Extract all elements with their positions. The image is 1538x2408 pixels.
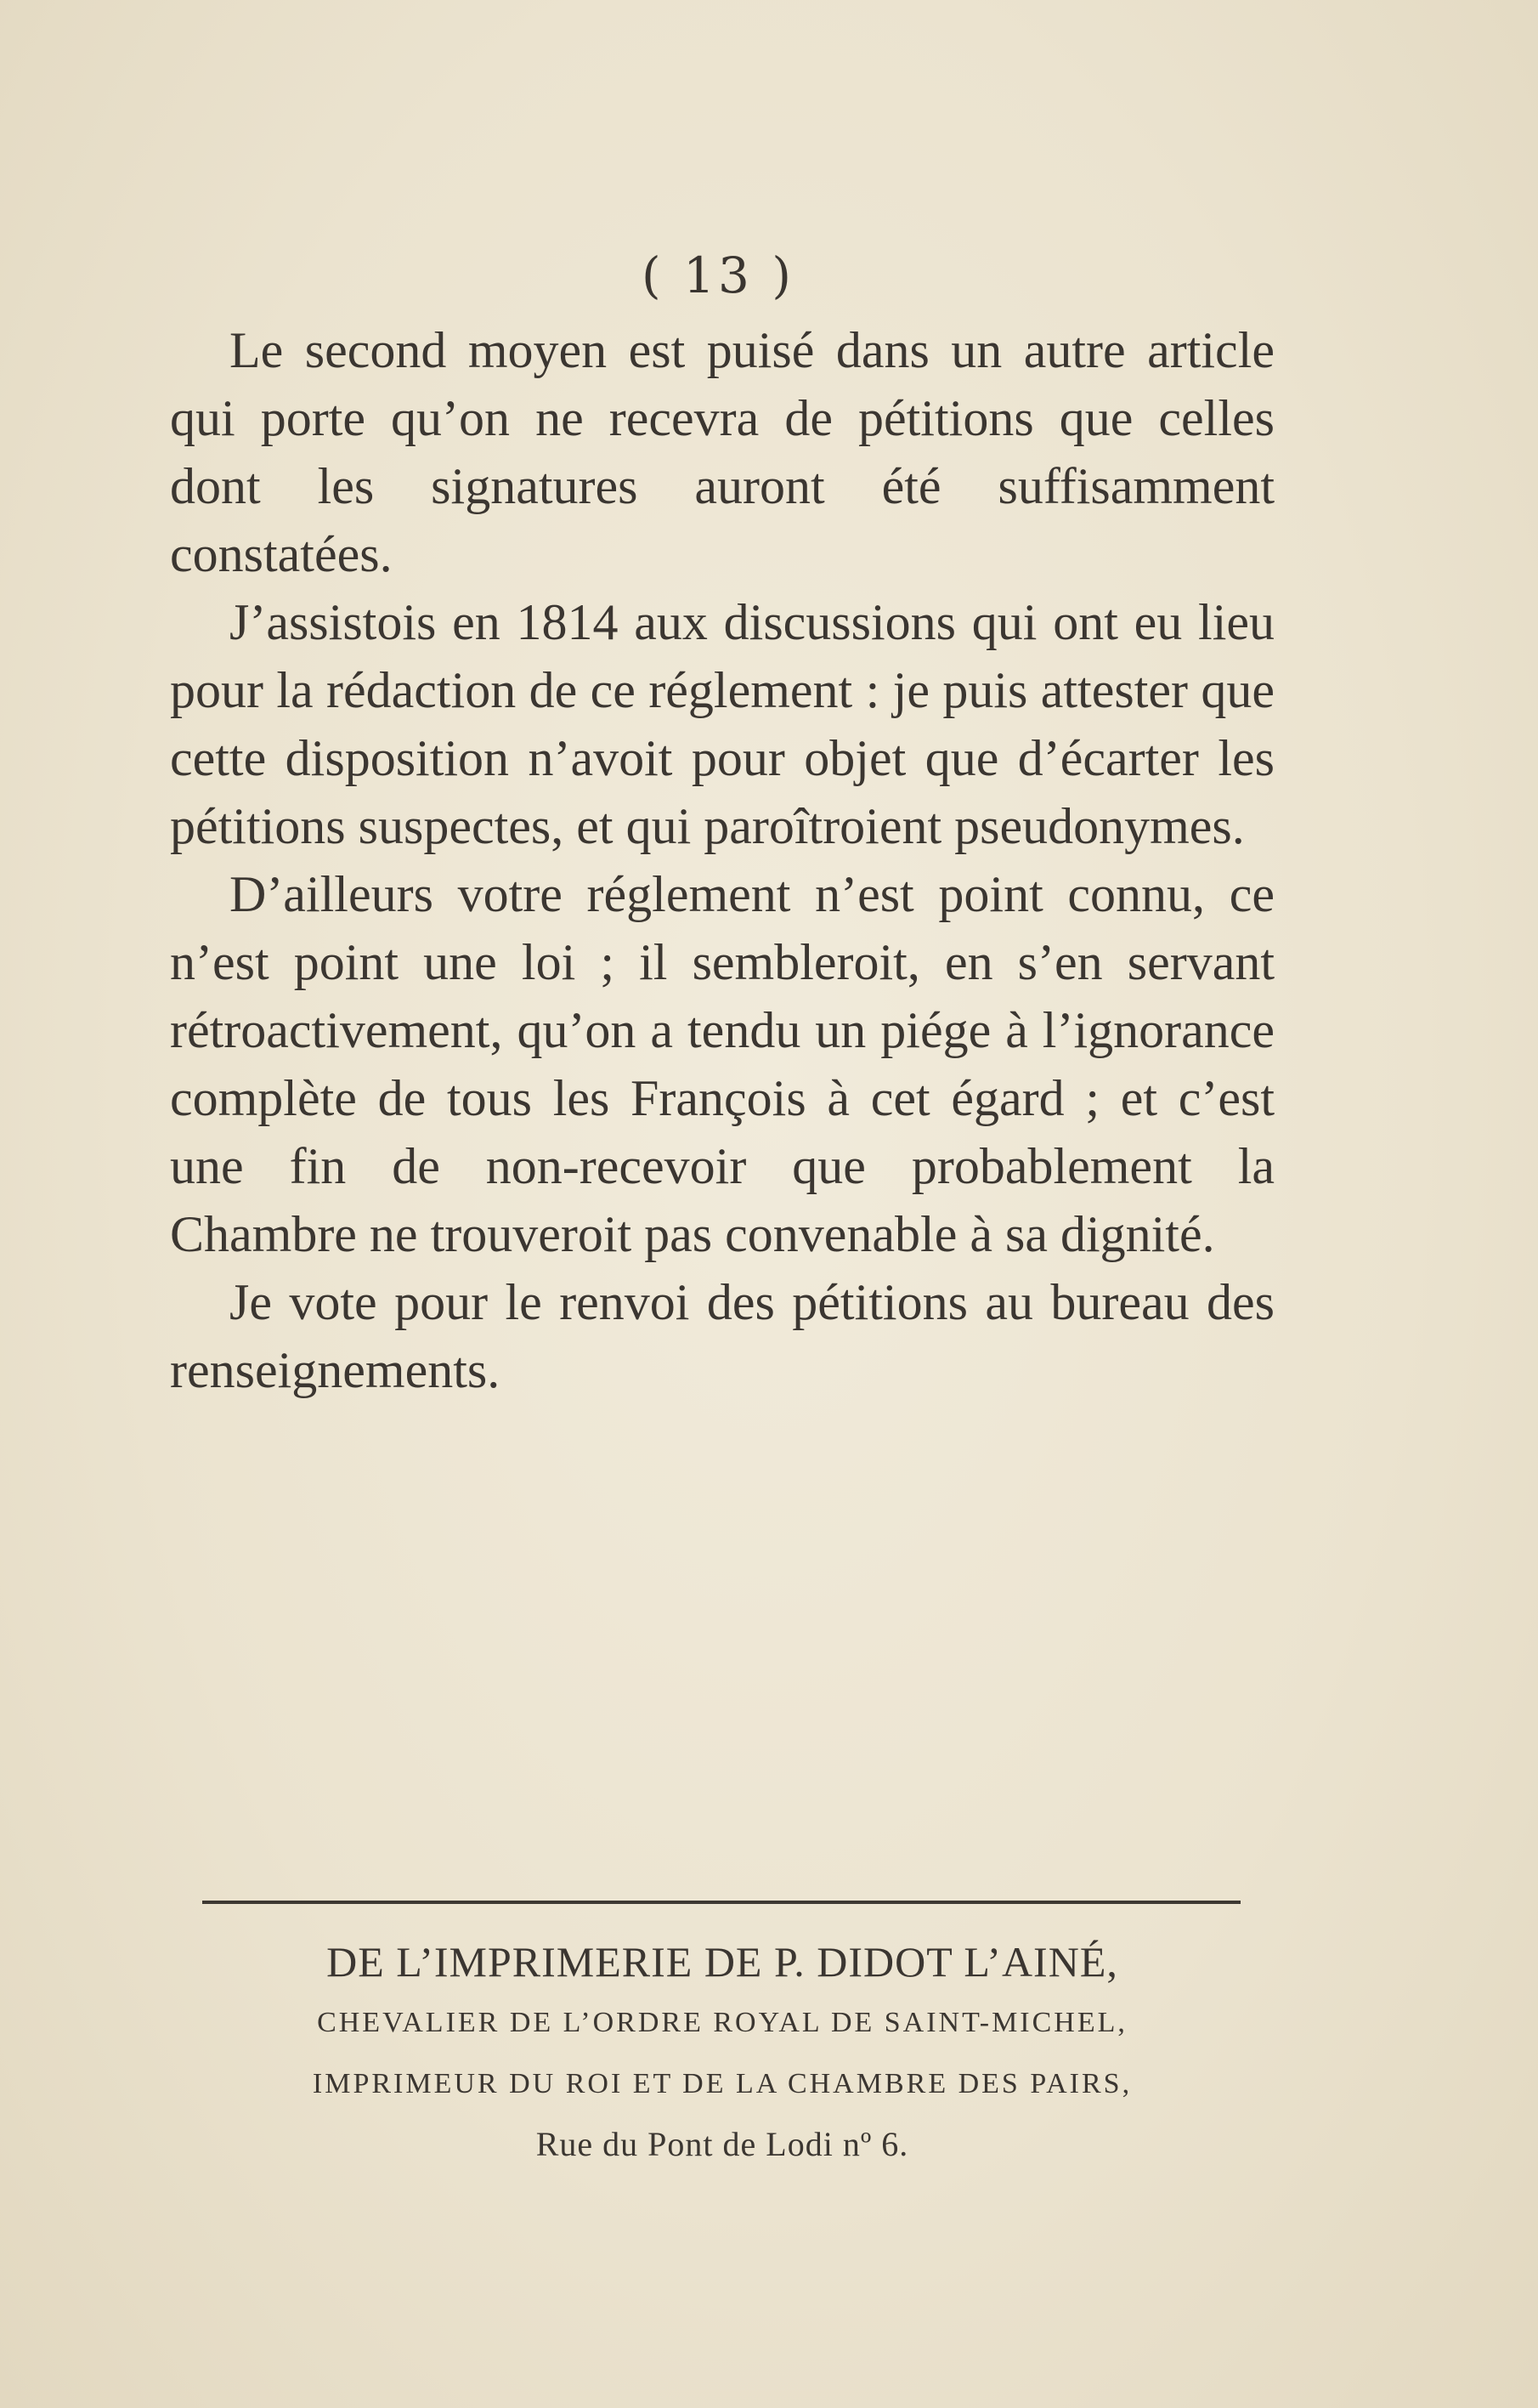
paragraph-2: J’assistois en 1814 aux discussions qui ont eu lieu pour la rédaction de ce réglement : je puis attester que cette disposition n’avoit pour objet que d’écarter les pétitions suspectes, et qui paroîtroient pseudonymes. [170, 594, 1275, 854]
body-text [170, 316, 1275, 1404]
page-number: ( 13 ) [642, 246, 794, 304]
colophon-order: CHEVALIER DE L’ORDRE ROYAL DE SAINT-MICHEL, [317, 2007, 1128, 2038]
colophon-printer-name: DE L’IMPRIMERIE DE P. DIDOT L’AINÉ, [326, 1938, 1118, 1986]
colophon-title: IMPRIMEUR DU ROI ET DE LA CHAMBRE DES PAIRS, [312, 2068, 1133, 2099]
paragraph-4: Je vote pour le renvoi des pétitions au bureau des renseignements. [170, 1274, 1275, 1398]
paragraph-3: D’ailleurs votre réglement n’est point connu, ce n’est point une loi ; il sembleroit, en s’en servant rétroactivement, qu’on a tendu un piége à l’ignorance complète de tous les François à cet égard ; et c’est une fin de non-recevoir que probablement la Chambre ne trouveroit pas convenable à sa dignité. [170, 866, 1275, 1262]
horizontal-rule [202, 1901, 1241, 1904]
printer-colophon [170, 1931, 1275, 2174]
paragraph-1: Le second moyen est puisé dans un autre article qui porte qu’on ne recevra de pétitions que celles dont les signatures auront été suffisamment constatées. [170, 322, 1275, 582]
colophon-address: Rue du Pont de Lodi nº 6. [535, 2125, 909, 2163]
